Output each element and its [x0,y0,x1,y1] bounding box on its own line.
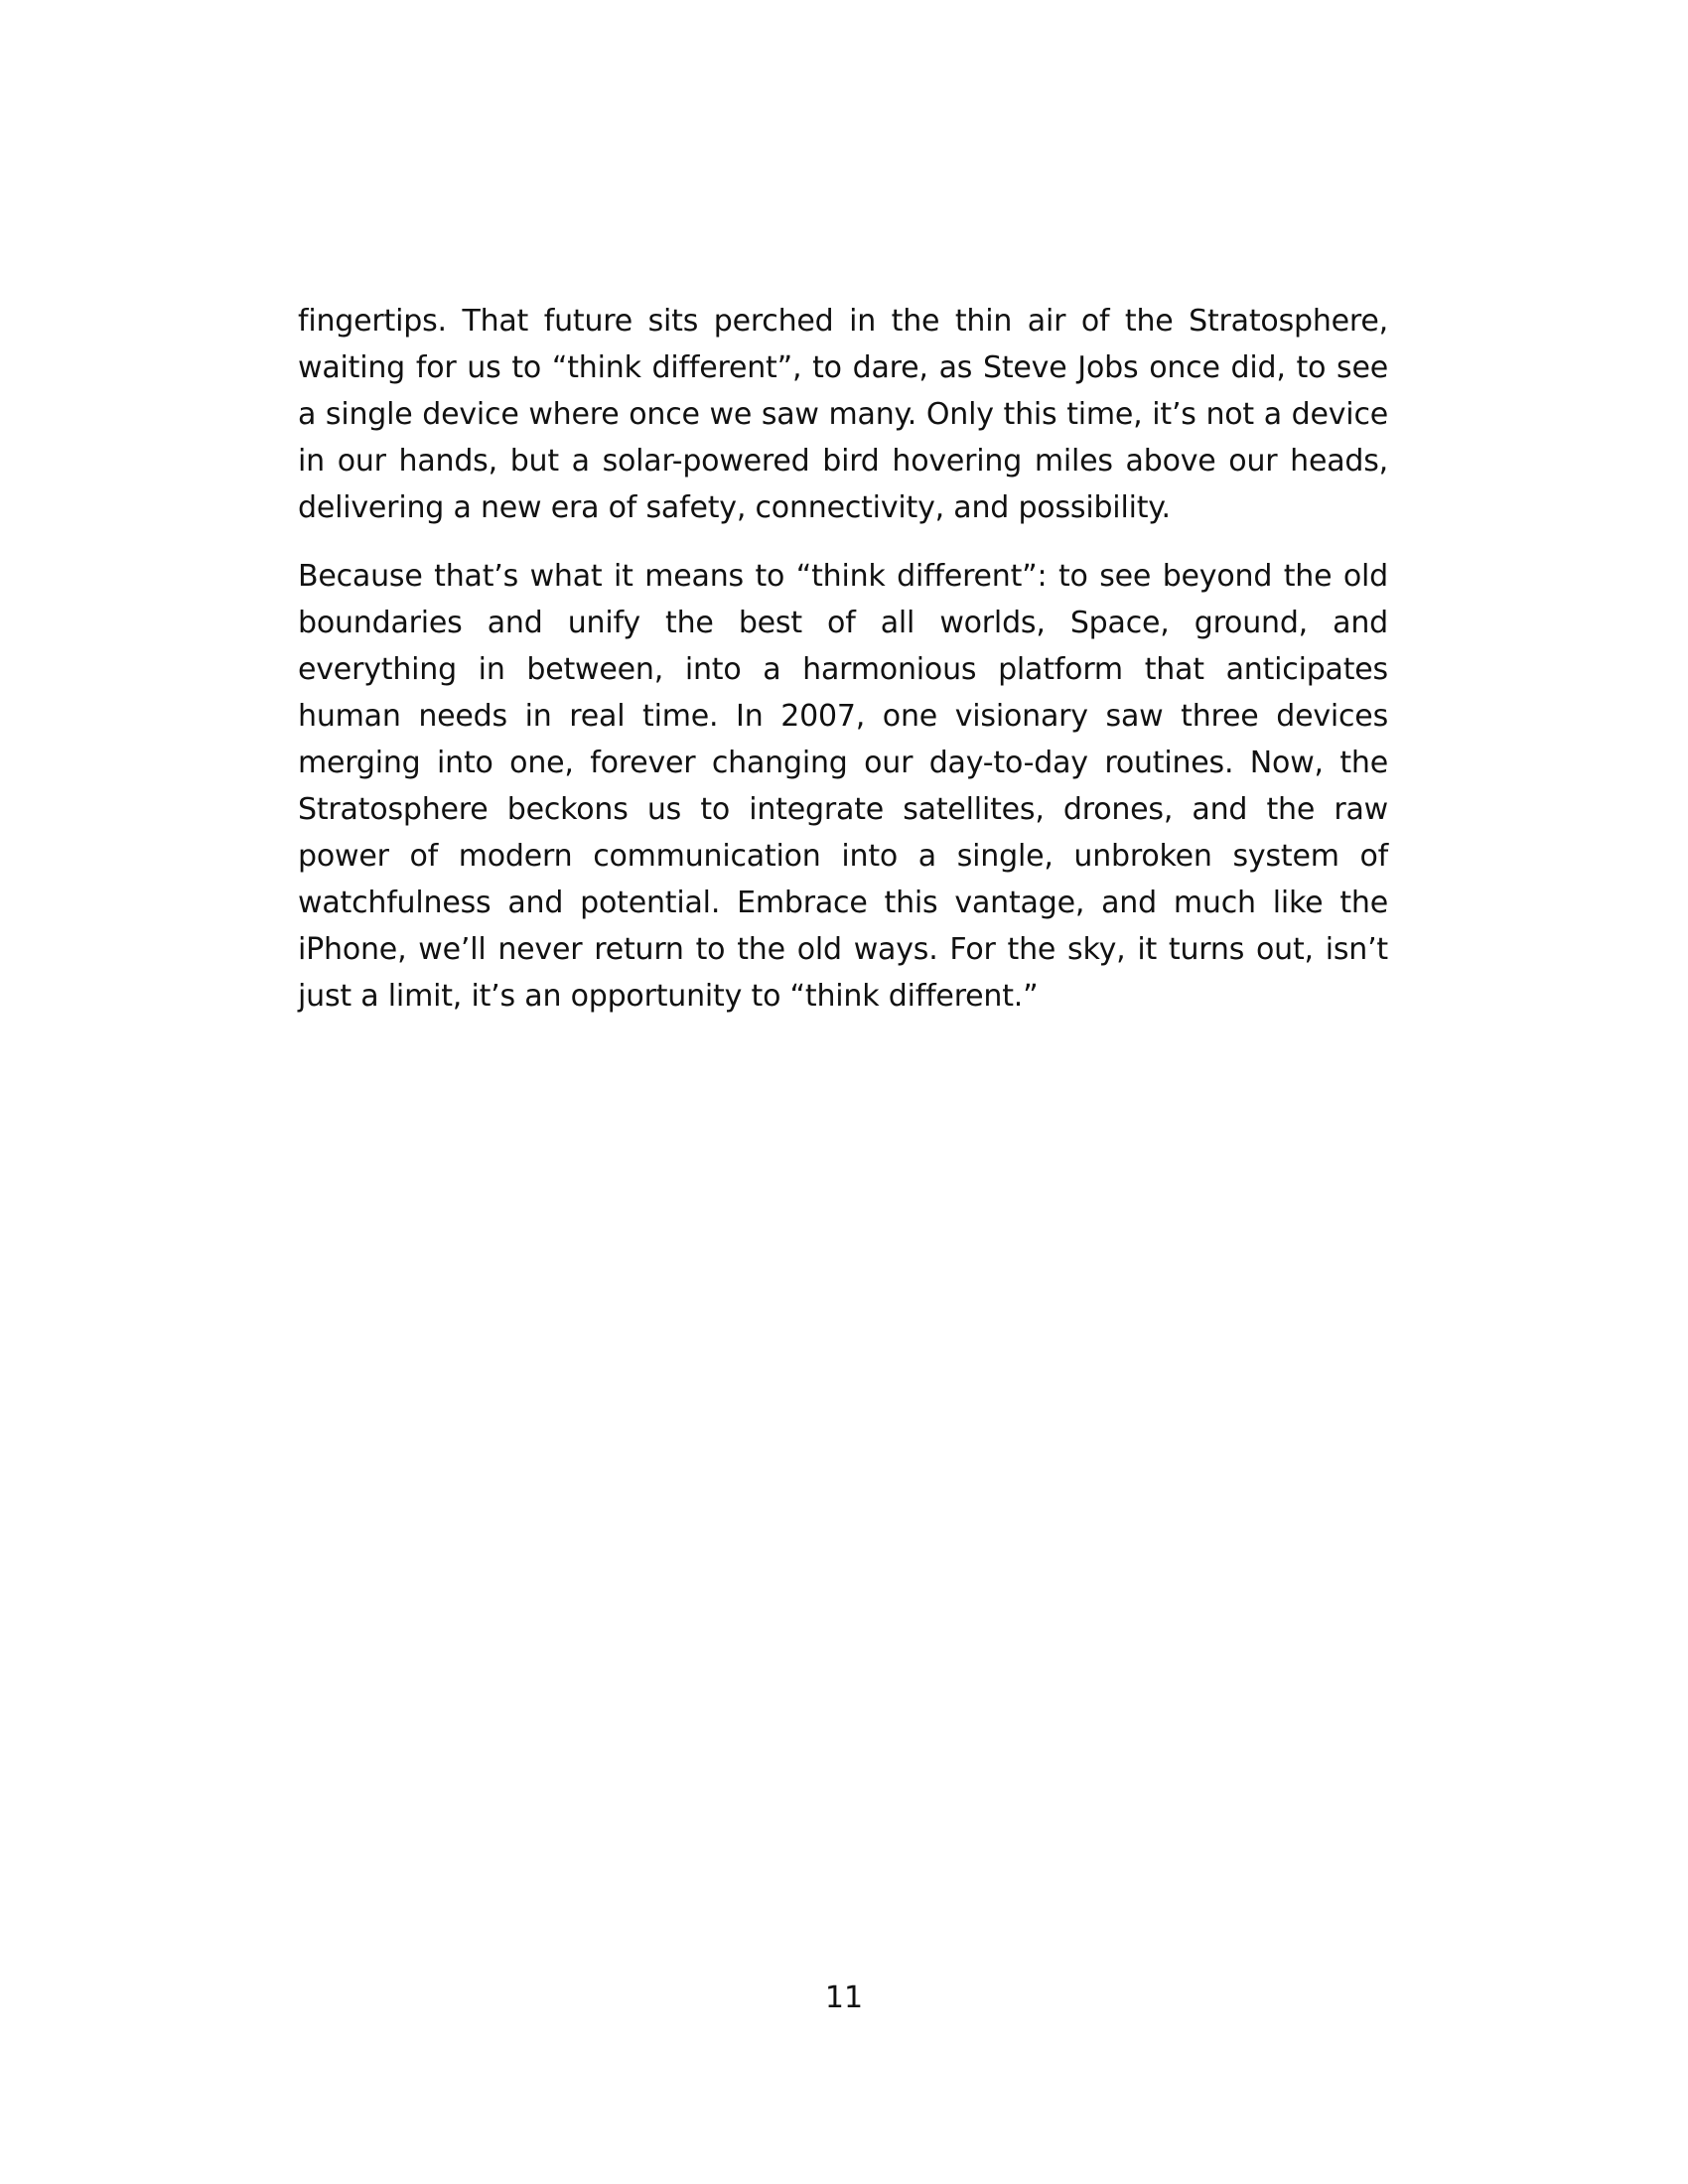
body-text [298,298,1388,1041]
paragraph: fingertips. That future sits perched in the thin air of the Stratosphere, waiting for us to “think different”, to dare, as Steve Jobs once did, to see a single device where once we saw many. Only this time, it’s not a device in our hands, but a solar-powered bird hovering miles above our heads, delivering a new era of safety, connectivity, and possibility. [298,304,1388,525]
paragraph: Because that’s what it means to “think different”: to see beyond the old boundaries and unify the best of all worlds, Space, ground, and everything in between, into a harmonious platform that anticipates human needs in real time. In 2007, one visionary saw three devices merging into one, forever changing our day-to-day routines. Now, the Stratosphere beckons us to integrate satellites, drones, and the raw power of modern communication into a single, unbroken system of watchfulness and potential. Embrace this vantage, and much like the iPhone, we’ll never return to the old ways. For the sky, it turns out, isn’t just a limit, it’s an opportunity to “think different.” [298,559,1388,1014]
page-number: 11 [824,1980,864,2015]
